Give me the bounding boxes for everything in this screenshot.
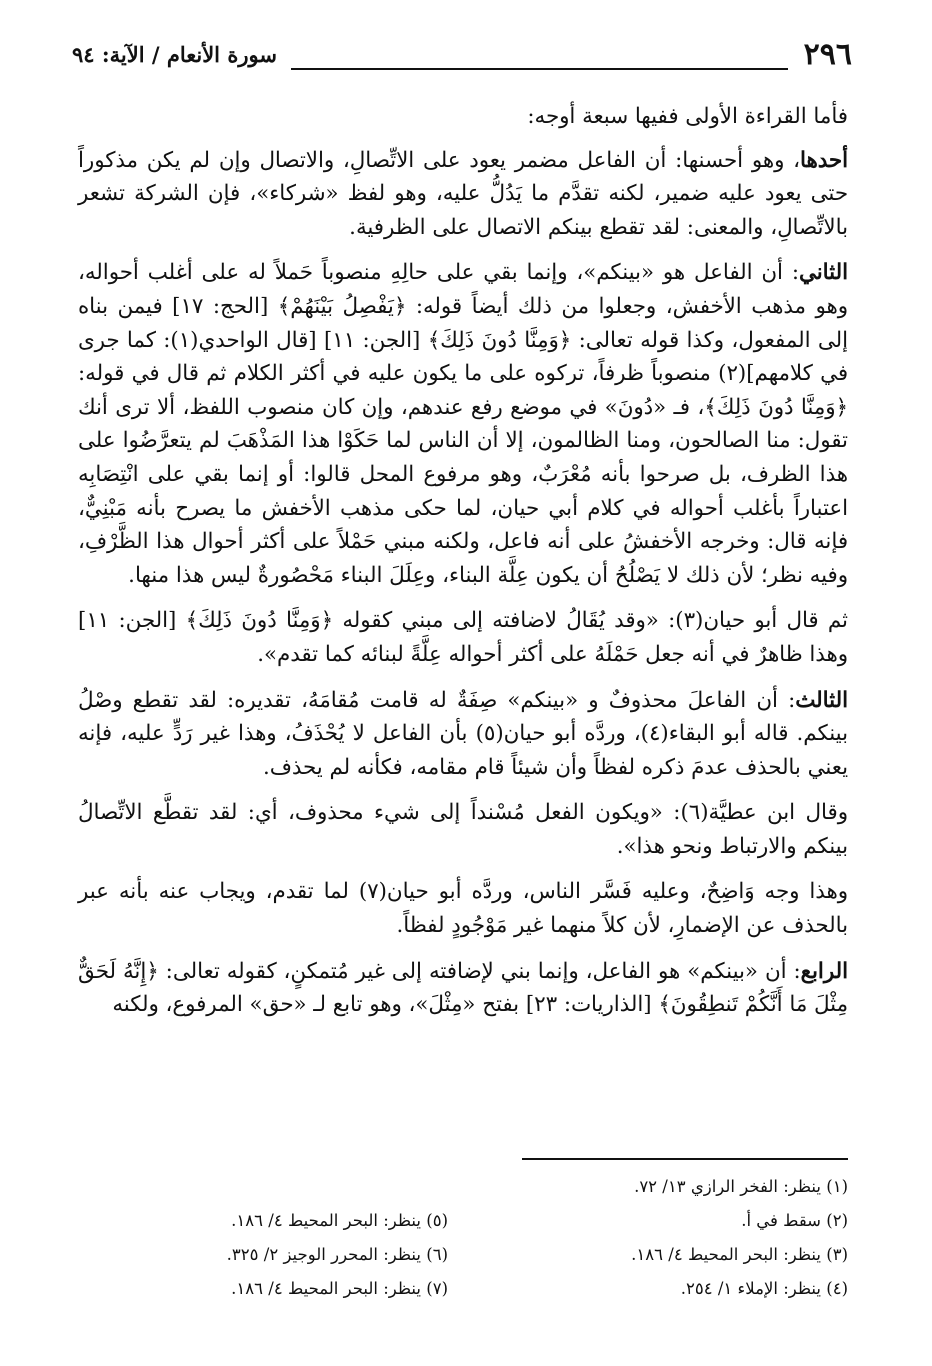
page-number: ٢٩٦ (803, 37, 852, 72)
paragraph-abu-hayyan-quote (78, 604, 848, 671)
paragraph-first-view (78, 144, 848, 245)
paragraph-lead: الثالث (795, 687, 848, 713)
paragraph-text: ، وهو أحسنها: أن الفاعل مضمر يعود على الاتِّصالِ، والاتصال وإن لم يكن مذكوراً حتى يعود عليه ضمير، لكنه تقدَّم ما يَدُلُّ عليه، وهو لفظ «شركاء»، فإن الشركة تشعر بالاتِّصالِ، والمعنى: لقد تقطع بينكم الاتصال على الظرفية. (78, 147, 848, 240)
paragraph-fourth-view (78, 955, 848, 1022)
paragraph-intro (78, 100, 848, 134)
footnote: (١) ينظر: الفخر الرازي ١٣/ ٧٢. (634, 1177, 848, 1196)
paragraph-lead: الرابع (800, 958, 848, 984)
paragraph-lead: الثاني (799, 260, 848, 286)
paragraph-text: وقال ابن عطيَّة(٦): «ويكون الفعل مُسْنداً إلى شيء محذوف، أي: لقد تقطَّع الاتِّصالُ بينكم والارتباط ونحو هذا». (78, 800, 848, 859)
paragraph-text: ثم قال أبو حيان(٣): «وقد يُقَالُ لاضافته إلى مبني كقوله ﴿وَمِنَّا دُونَ ذَلِكَ﴾ [الجن: ١١] وهذا ظاهرٌ في أنه جعل حَمْلَهُ على أكثر أحواله عِلَّةً لبنائه كما تقدم». (78, 608, 848, 667)
paragraph-text: : أن الفاعل هو «بينكم»، وإنما بقي على حالِهِ منصوباً حَملاً له على أغلب أحواله، وهو مذهب الأخفش، وجعلوا من ذلك أيضاً قوله: ﴿يَفْصِلُ بَيْنَهُمْ﴾ [الحج: ١٧] فيمن بناه إلى المفعول، وكذا قوله تعالى: ﴿وَمِنَّا دُونَ ذَلِكَ﴾ [الجن: ١١] [قال الواحدي(١): كما جرى في كلامهم](٢) منصوباً ظرفاً، تركوه على ما يكون عليه في أكثر الكلام ثم قال في قوله: ﴿وَمِنَّا دُونَ ذَلِكَ﴾، فـ «دُونَ» في موضع رفع عندهم، وإن كان منصوب اللفظ، ألا ترى أنك تقول: منا الصالحون، ومنا الظالمون، إلا أن الناس لما حَكَوْا هذا المَذْهَبَ لم يتعرَّضُوا على هذا الظرف، بل صرحوا بأنه مُعْرَبٌ، وهو مرفوع المحل قالوا: أو إنما بقي على انْتِصَابِه اعتباراً بأغلب أحواله في كلام أبي حيان، لما حكى مذهب الأخفش ما يصرح بأنه مَبْنِيٌّ، فإنه قال: وخرجه الأخفشُ على أنه فاعل، ولكنه مبني حَمْلاً على أكثر أحوال هذا الظَّرْفِ، وفيه نظر؛ لأن ذلك لا يَصْلُحُ أن يكون عِلَّة البناء، وعِلَلَ البناء مَحْصُورةٌ ليس هذا منها. (78, 260, 848, 588)
page-header (72, 36, 852, 70)
paragraph-text: : أن «بينكم» هو الفاعل، وإنما بني لإضافته إلى غير مُتمكنٍ، كقوله تعالى: ﴿إِنَّهُ لَحَقٌّ مِثْلَ مَا أَنَّكُمْ تَنطِقُونَ﴾ [الذاريات: ٢٣] بفتح «مِثْلَ»، وهو تابع لـ «حق» المرفوع، ولكنه (78, 958, 848, 1018)
footnote: (٤) ينظر: الإملاء ١/ ٢٥٤. (680, 1279, 848, 1298)
footnote: (٣) ينظر: البحر المحيط ٤/ ١٨٦. (631, 1245, 848, 1264)
paragraph-second-view (78, 256, 848, 592)
footnote: (٢) سقط في أ. (741, 1211, 848, 1230)
paragraph-clear-view (78, 875, 848, 942)
footnote: (٥) ينظر: البحر المحيط ٤/ ١٨٦. (231, 1211, 448, 1230)
paragraph-text: فأما القراءة الأولى ففيها سبعة أوجه: (527, 104, 848, 129)
footnotes-left-column (78, 1170, 448, 1306)
paragraph-ibn-atiyya (78, 796, 848, 863)
paragraph-lead: أحدها (800, 147, 848, 173)
paragraph-third-view (78, 684, 848, 785)
paragraph-text: : أن الفاعلَ محذوفٌ و «بينكم» صِفَةٌ له قامت مُقامَهُ، تقديره: لقد تقطع وصْلُ بينكم. قاله أبو البقاء(٤)، وردَّه أبو حيان(٥) بأن الفاعل لا يُحْذَفُ، وهذا غير رَدٍّ عليه، فإنه يعني بالحذف عدمَ ذكره لفظاً وأن شيئاً قام مقامه، فكأنه لم يحذف. (78, 687, 849, 780)
footnote-separator (522, 1158, 848, 1160)
paragraph-text: وهذا وجه وَاضِحٌ، وعليه فَسَّر الناس، وردَّه أبو حيان(٧) لما تقدم، ويجاب عنه بأنه عبر بالحذف عن الإضمارِ، لأن كلاً منهما غير مَوْجُودٍ لفظاً. (78, 879, 849, 939)
footnote: (٧) ينظر: البحر المحيط ٤/ ١٨٦. (231, 1279, 448, 1298)
footnotes-right-column (488, 1170, 848, 1306)
running-title: سورة الأنعام / الآية: ٩٤ (72, 42, 277, 67)
footnote: (٦) ينظر: المحرر الوجيز ٢/ ٣٢٥. (226, 1245, 448, 1264)
main-text (78, 100, 848, 1034)
header-rule (291, 44, 788, 70)
